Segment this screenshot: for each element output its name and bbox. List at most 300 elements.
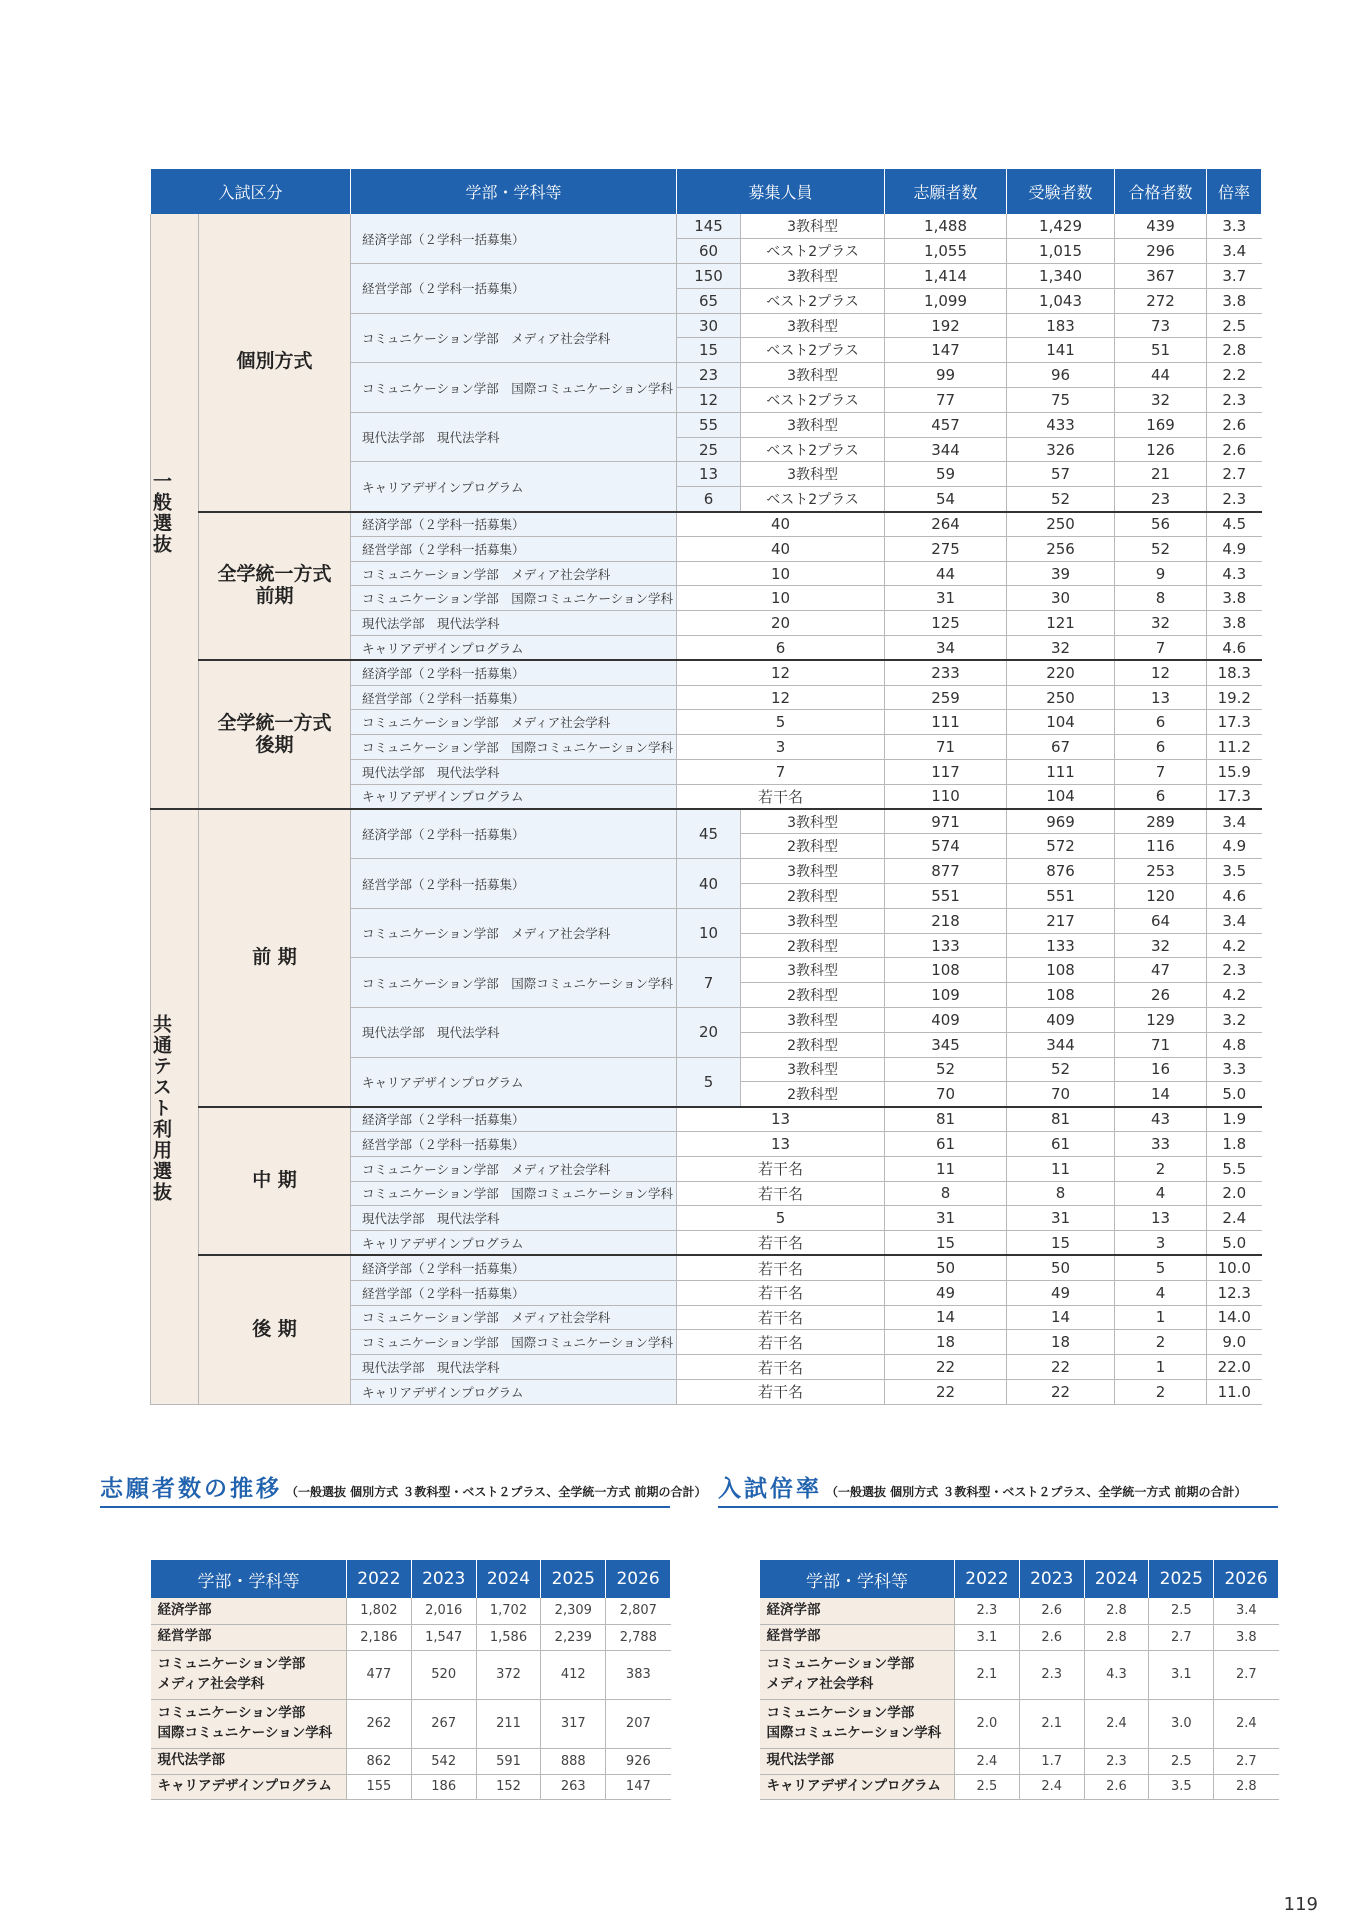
capacity-cell: 5 <box>677 710 885 735</box>
department-cell: 経営学部（２学科一括募集） <box>351 536 677 561</box>
ratio-header-year: 2022 <box>955 1560 1020 1598</box>
passed-cell: 5 <box>1115 1255 1207 1280</box>
ratio-cell: 2.6 <box>1207 412 1262 437</box>
ratio-value-cell: 2.5 <box>955 1774 1020 1799</box>
applicants-cell: 61 <box>885 1131 1007 1156</box>
applicants-cell: 14 <box>885 1305 1007 1330</box>
ratio-cell: 2.3 <box>1207 958 1262 983</box>
applicants-cell: 77 <box>885 388 1007 413</box>
ratio-cell: 22.0 <box>1207 1355 1262 1380</box>
department-cell: 経済学部（２学科一括募集） <box>351 1255 677 1280</box>
applicants-cell: 457 <box>885 412 1007 437</box>
applicants-cell: 110 <box>885 784 1007 809</box>
department-cell: キャリアデザインプログラム <box>351 636 677 661</box>
passed-cell: 126 <box>1115 437 1207 462</box>
examinees-cell: 250 <box>1007 685 1115 710</box>
header-capacity: 募集人員 <box>677 169 885 214</box>
exam-type-cell: ベスト2プラス <box>741 239 885 264</box>
capacity-cell: 若干名 <box>677 1156 885 1181</box>
method-zenki: 前 期 <box>199 809 351 1107</box>
capacity-cell: 40 <box>677 536 885 561</box>
applicants-cell: 275 <box>885 536 1007 561</box>
passed-cell: 367 <box>1115 264 1207 289</box>
ratio-cell: 3.4 <box>1207 239 1262 264</box>
method-kouki: 後 期 <box>199 1255 351 1404</box>
applicants-value-cell: 2,807 <box>606 1598 671 1624</box>
passed-cell: 9 <box>1115 561 1207 586</box>
exam-type-cell: 2教科型 <box>741 933 885 958</box>
department-cell: コミュニケーション学部 国際コミュニケーション学科 <box>351 1181 677 1206</box>
passed-cell: 289 <box>1115 809 1207 834</box>
applicants-cell: 50 <box>885 1255 1007 1280</box>
applicants-value-cell: 186 <box>411 1774 476 1799</box>
ratio-cell: 17.3 <box>1207 710 1262 735</box>
passed-cell: 4 <box>1115 1280 1207 1305</box>
department-cell: コミュニケーション学部 メディア社会学科 <box>351 561 677 586</box>
table-row <box>151 660 1262 685</box>
applicants-cell: 218 <box>885 908 1007 933</box>
header-ratio: 倍率 <box>1207 169 1262 214</box>
passed-cell: 120 <box>1115 884 1207 909</box>
capacity-cell: 12 <box>677 685 885 710</box>
exam-type-cell: ベスト2プラス <box>741 388 885 413</box>
ratio-cell: 5.0 <box>1207 1082 1262 1107</box>
examinees-cell: 30 <box>1007 586 1115 611</box>
department-cell: コミュニケーション学部 メディア社会学科 <box>351 1305 677 1330</box>
applicants-cell: 8 <box>885 1181 1007 1206</box>
ratio-cell: 4.6 <box>1207 884 1262 909</box>
examinees-cell: 15 <box>1007 1231 1115 1256</box>
applicants-cell: 111 <box>885 710 1007 735</box>
applicants-value-cell: 263 <box>541 1774 606 1799</box>
ratio-value-cell: 2.1 <box>955 1650 1020 1699</box>
examinees-cell: 969 <box>1007 809 1115 834</box>
applicants-section-title: 志願者数の推移 （一般選抜 個別方式 ３教科型・ベスト２プラス、全学統一方式 前期の合計） <box>100 1476 707 1502</box>
examinees-cell: 49 <box>1007 1280 1115 1305</box>
examinees-cell: 61 <box>1007 1131 1115 1156</box>
examinees-cell: 1,429 <box>1007 214 1115 239</box>
applicants-header-year: 2025 <box>541 1560 606 1598</box>
applicants-header-year: 2024 <box>476 1560 541 1598</box>
applicants-value-cell: 1,586 <box>476 1624 541 1650</box>
ratio-cell: 17.3 <box>1207 784 1262 809</box>
ratio-value-cell: 2.5 <box>1149 1598 1214 1624</box>
examinees-cell: 551 <box>1007 884 1115 909</box>
ratio-cell: 3.4 <box>1207 809 1262 834</box>
capacity-cell: 60 <box>677 239 741 264</box>
ratio-row-label: キャリアデザインプログラム <box>760 1774 955 1799</box>
applicants-value-cell: 211 <box>476 1699 541 1748</box>
ratio-cell: 14.0 <box>1207 1305 1262 1330</box>
examinees-cell: 108 <box>1007 958 1115 983</box>
ratio-value-cell: 2.6 <box>1084 1774 1149 1799</box>
table-body <box>151 214 1262 1404</box>
ratio-cell: 2.6 <box>1207 437 1262 462</box>
capacity-cell: 55 <box>677 412 741 437</box>
ratio-row-label: 経済学部 <box>760 1598 955 1624</box>
table-row <box>151 1598 671 1624</box>
method-zengaku-kouki: 全学統一方式 後期 <box>199 660 351 809</box>
exam-type-cell: 2教科型 <box>741 1082 885 1107</box>
ratio-value-cell: 2.6 <box>1019 1624 1084 1650</box>
ratio-cell: 2.0 <box>1207 1181 1262 1206</box>
applicants-value-cell: 267 <box>411 1699 476 1748</box>
applicants-header-year: 2026 <box>606 1560 671 1598</box>
passed-cell: 6 <box>1115 784 1207 809</box>
applicants-value-cell: 2,016 <box>411 1598 476 1624</box>
capacity-cell: 40 <box>677 512 885 537</box>
capacity-cell: 5 <box>677 1057 741 1107</box>
method-zengaku-zenki: 全学統一方式 前期 <box>199 512 351 661</box>
department-cell: 経済学部（２学科一括募集） <box>351 1107 677 1132</box>
table-row <box>151 1107 1262 1132</box>
capacity-cell: 3 <box>677 735 885 760</box>
applicants-title-underline <box>100 1506 670 1508</box>
examinees-cell: 70 <box>1007 1082 1115 1107</box>
applicants-value-cell: 591 <box>476 1748 541 1774</box>
method-kobetsu: 個別方式 <box>199 214 351 512</box>
capacity-cell: 20 <box>677 1008 741 1058</box>
ratio-cell: 2.8 <box>1207 338 1262 363</box>
capacity-cell: 30 <box>677 313 741 338</box>
capacity-cell: 12 <box>677 660 885 685</box>
department-cell: 経済学部（２学科一括募集） <box>351 809 677 859</box>
table-row <box>151 1748 671 1774</box>
category-general: 一般選抜 <box>151 214 199 809</box>
ratio-cell: 3.8 <box>1207 611 1262 636</box>
ratio-cell: 2.7 <box>1207 462 1262 487</box>
ratio-cell: 12.3 <box>1207 1280 1262 1305</box>
department-cell: 現代法学部 現代法学科 <box>351 412 677 462</box>
ratio-cell: 9.0 <box>1207 1330 1262 1355</box>
capacity-cell: 若干名 <box>677 1181 885 1206</box>
applicants-cell: 59 <box>885 462 1007 487</box>
applicants-cell: 109 <box>885 983 1007 1008</box>
applicants-value-cell: 2,239 <box>541 1624 606 1650</box>
ratio-value-cell: 2.7 <box>1214 1748 1279 1774</box>
passed-cell: 4 <box>1115 1181 1207 1206</box>
ratio-cell: 5.5 <box>1207 1156 1262 1181</box>
ratio-cell: 4.9 <box>1207 834 1262 859</box>
ratio-value-cell: 2.3 <box>1019 1650 1084 1699</box>
header-department: 学部・学科等 <box>351 169 677 214</box>
examinees-cell: 326 <box>1007 437 1115 462</box>
table-row <box>151 1255 1262 1280</box>
passed-cell: 13 <box>1115 685 1207 710</box>
department-cell: 経営学部（２学科一括募集） <box>351 685 677 710</box>
applicants-cell: 147 <box>885 338 1007 363</box>
ratio-value-cell: 3.8 <box>1214 1624 1279 1650</box>
capacity-cell: 5 <box>677 1206 885 1231</box>
examinees-cell: 67 <box>1007 735 1115 760</box>
capacity-cell: 12 <box>677 388 741 413</box>
department-cell: コミュニケーション学部 国際コミュニケーション学科 <box>351 958 677 1008</box>
ratio-cell: 2.3 <box>1207 388 1262 413</box>
applicants-cell: 877 <box>885 859 1007 884</box>
ratio-cell: 2.2 <box>1207 363 1262 388</box>
header-exam-type: 入試区分 <box>151 169 351 214</box>
examinees-cell: 256 <box>1007 536 1115 561</box>
ratio-cell: 3.3 <box>1207 214 1262 239</box>
passed-cell: 21 <box>1115 462 1207 487</box>
capacity-cell: 若干名 <box>677 1330 885 1355</box>
applicants-cell: 34 <box>885 636 1007 661</box>
capacity-cell: 若干名 <box>677 784 885 809</box>
exam-type-cell: 3教科型 <box>741 313 885 338</box>
applicants-value-cell: 207 <box>606 1699 671 1748</box>
ratio-header-year: 2023 <box>1019 1560 1084 1598</box>
passed-cell: 44 <box>1115 363 1207 388</box>
ratio-cell: 1.8 <box>1207 1131 1262 1156</box>
ratio-value-cell: 3.1 <box>955 1624 1020 1650</box>
ratio-header-year: 2025 <box>1149 1560 1214 1598</box>
header-examinees: 受験者数 <box>1007 169 1115 214</box>
header-passed: 合格者数 <box>1115 169 1207 214</box>
category-common: 共通テスト利用選抜 <box>151 809 199 1404</box>
ratio-trend-table <box>759 1560 1279 1800</box>
ratio-section-title: 入試倍率 （一般選抜 個別方式 ３教科型・ベスト２プラス、全学統一方式 前期の合計） <box>718 1476 1247 1502</box>
capacity-cell: 15 <box>677 338 741 363</box>
department-cell: コミュニケーション学部 国際コミュニケーション学科 <box>351 1330 677 1355</box>
capacity-cell: 10 <box>677 586 885 611</box>
header-applicants: 志願者数 <box>885 169 1007 214</box>
passed-cell: 7 <box>1115 760 1207 785</box>
department-cell: 経営学部（２学科一括募集） <box>351 859 677 909</box>
ratio-cell: 2.5 <box>1207 313 1262 338</box>
passed-cell: 14 <box>1115 1082 1207 1107</box>
department-cell: 現代法学部 現代法学科 <box>351 1355 677 1380</box>
exam-type-cell: 3教科型 <box>741 1008 885 1033</box>
ratio-cell: 4.2 <box>1207 983 1262 1008</box>
exam-type-cell: 3教科型 <box>741 412 885 437</box>
ratio-value-cell: 3.4 <box>1214 1598 1279 1624</box>
exam-type-cell: 3教科型 <box>741 859 885 884</box>
ratio-value-cell: 2.4 <box>955 1748 1020 1774</box>
ratio-cell: 4.3 <box>1207 561 1262 586</box>
passed-cell: 116 <box>1115 834 1207 859</box>
ratio-cell: 4.2 <box>1207 933 1262 958</box>
passed-cell: 253 <box>1115 859 1207 884</box>
ratio-value-cell: 2.3 <box>955 1598 1020 1624</box>
department-cell: 経済学部（２学科一括募集） <box>351 660 677 685</box>
capacity-cell: 145 <box>677 214 741 239</box>
applicants-cell: 409 <box>885 1008 1007 1033</box>
ratio-cell: 3.8 <box>1207 586 1262 611</box>
applicants-value-cell: 520 <box>411 1650 476 1699</box>
exam-type-cell: 3教科型 <box>741 809 885 834</box>
ratio-cell: 1.9 <box>1207 1107 1262 1132</box>
exam-type-cell: 2教科型 <box>741 1032 885 1057</box>
passed-cell: 23 <box>1115 487 1207 512</box>
examinees-cell: 52 <box>1007 487 1115 512</box>
exam-type-cell: 3教科型 <box>741 462 885 487</box>
examinees-cell: 104 <box>1007 784 1115 809</box>
examinees-cell: 108 <box>1007 983 1115 1008</box>
passed-cell: 439 <box>1115 214 1207 239</box>
examinees-cell: 96 <box>1007 363 1115 388</box>
department-cell: 経済学部（２学科一括募集） <box>351 214 677 264</box>
applicants-trend-table <box>150 1560 671 1800</box>
passed-cell: 13 <box>1115 1206 1207 1231</box>
capacity-cell: 10 <box>677 908 741 958</box>
ratio-value-cell: 2.4 <box>1214 1699 1279 1748</box>
table-row <box>760 1699 1279 1748</box>
capacity-cell: 若干名 <box>677 1355 885 1380</box>
examinees-cell: 18 <box>1007 1330 1115 1355</box>
ratio-header-row <box>760 1560 1279 1598</box>
examinees-cell: 433 <box>1007 412 1115 437</box>
examinees-cell: 57 <box>1007 462 1115 487</box>
applicants-cell: 264 <box>885 512 1007 537</box>
applicants-value-cell: 2,186 <box>347 1624 412 1650</box>
examinees-cell: 121 <box>1007 611 1115 636</box>
applicants-cell: 44 <box>885 561 1007 586</box>
passed-cell: 129 <box>1115 1008 1207 1033</box>
passed-cell: 8 <box>1115 586 1207 611</box>
applicants-cell: 344 <box>885 437 1007 462</box>
admission-results-table <box>150 169 1262 1405</box>
applicants-cell: 192 <box>885 313 1007 338</box>
applicants-cell: 54 <box>885 487 1007 512</box>
table-row <box>760 1598 1279 1624</box>
ratio-value-cell: 2.0 <box>955 1699 1020 1748</box>
applicants-cell: 52 <box>885 1057 1007 1082</box>
applicants-cell: 1,488 <box>885 214 1007 239</box>
department-cell: 経済学部（２学科一括募集） <box>351 512 677 537</box>
table-header-row <box>151 169 1262 214</box>
ratio-cell: 3.5 <box>1207 859 1262 884</box>
applicants-header-row <box>151 1560 671 1598</box>
exam-type-cell: 3教科型 <box>741 958 885 983</box>
ratio-row-label: コミュニケーション学部 国際コミュニケーション学科 <box>760 1699 955 1748</box>
passed-cell: 64 <box>1115 908 1207 933</box>
table-row <box>151 1699 671 1748</box>
ratio-value-cell: 4.3 <box>1084 1650 1149 1699</box>
passed-cell: 7 <box>1115 636 1207 661</box>
ratio-value-cell: 2.4 <box>1084 1699 1149 1748</box>
examinees-cell: 14 <box>1007 1305 1115 1330</box>
examinees-cell: 31 <box>1007 1206 1115 1231</box>
applicants-value-cell: 317 <box>541 1699 606 1748</box>
passed-cell: 32 <box>1115 611 1207 636</box>
capacity-cell: 若干名 <box>677 1255 885 1280</box>
department-cell: コミュニケーション学部 国際コミュニケーション学科 <box>351 735 677 760</box>
applicants-value-cell: 542 <box>411 1748 476 1774</box>
applicants-value-cell: 147 <box>606 1774 671 1799</box>
department-cell: 現代法学部 現代法学科 <box>351 611 677 636</box>
ratio-value-cell: 2.1 <box>1019 1699 1084 1748</box>
ratio-header-year: 2024 <box>1084 1560 1149 1598</box>
table-row <box>760 1748 1279 1774</box>
passed-cell: 16 <box>1115 1057 1207 1082</box>
passed-cell: 47 <box>1115 958 1207 983</box>
applicants-cell: 1,414 <box>885 264 1007 289</box>
ratio-cell: 3.2 <box>1207 1008 1262 1033</box>
capacity-cell: 若干名 <box>677 1379 885 1404</box>
ratio-cell: 4.9 <box>1207 536 1262 561</box>
ratio-row-label: 経営学部 <box>760 1624 955 1650</box>
ratio-value-cell: 2.8 <box>1214 1774 1279 1799</box>
department-cell: キャリアデザインプログラム <box>351 1057 677 1107</box>
capacity-cell: 40 <box>677 859 741 909</box>
department-cell: キャリアデザインプログラム <box>351 784 677 809</box>
ratio-row-label: 現代法学部 <box>760 1748 955 1774</box>
applicants-cell: 31 <box>885 1206 1007 1231</box>
capacity-cell: 若干名 <box>677 1231 885 1256</box>
ratio-cell: 4.6 <box>1207 636 1262 661</box>
applicants-value-cell: 152 <box>476 1774 541 1799</box>
examinees-cell: 11 <box>1007 1156 1115 1181</box>
ratio-cell: 11.0 <box>1207 1379 1262 1404</box>
examinees-cell: 104 <box>1007 710 1115 735</box>
passed-cell: 32 <box>1115 388 1207 413</box>
applicants-header-year: 2023 <box>411 1560 476 1598</box>
examinees-cell: 572 <box>1007 834 1115 859</box>
capacity-cell: 65 <box>677 288 741 313</box>
examinees-cell: 220 <box>1007 660 1115 685</box>
exam-type-cell: 3教科型 <box>741 1057 885 1082</box>
ratio-value-cell: 1.7 <box>1019 1748 1084 1774</box>
applicants-header-year: 2022 <box>347 1560 412 1598</box>
examinees-cell: 217 <box>1007 908 1115 933</box>
ratio-cell: 19.2 <box>1207 685 1262 710</box>
exam-type-cell: 2教科型 <box>741 834 885 859</box>
applicants-value-cell: 888 <box>541 1748 606 1774</box>
exam-type-cell: ベスト2プラス <box>741 338 885 363</box>
table-row <box>151 214 1262 239</box>
capacity-cell: 23 <box>677 363 741 388</box>
examinees-cell: 52 <box>1007 1057 1115 1082</box>
capacity-cell: 10 <box>677 561 885 586</box>
ratio-value-cell: 2.7 <box>1149 1624 1214 1650</box>
passed-cell: 2 <box>1115 1330 1207 1355</box>
applicants-cell: 1,055 <box>885 239 1007 264</box>
applicants-cell: 99 <box>885 363 1007 388</box>
applicants-cell: 81 <box>885 1107 1007 1132</box>
examinees-cell: 111 <box>1007 760 1115 785</box>
capacity-cell: 13 <box>677 1131 885 1156</box>
ratio-value-cell: 3.1 <box>1149 1650 1214 1699</box>
examinees-cell: 876 <box>1007 859 1115 884</box>
ratio-value-cell: 3.5 <box>1149 1774 1214 1799</box>
passed-cell: 1 <box>1115 1305 1207 1330</box>
department-cell: コミュニケーション学部 メディア社会学科 <box>351 710 677 735</box>
ratio-cell: 3.4 <box>1207 908 1262 933</box>
capacity-cell: 7 <box>677 958 741 1008</box>
ratio-cell: 3.7 <box>1207 264 1262 289</box>
examinees-cell: 8 <box>1007 1181 1115 1206</box>
applicants-cell: 71 <box>885 735 1007 760</box>
applicants-cell: 1,099 <box>885 288 1007 313</box>
passed-cell: 26 <box>1115 983 1207 1008</box>
examinees-cell: 183 <box>1007 313 1115 338</box>
applicants-cell: 11 <box>885 1156 1007 1181</box>
passed-cell: 296 <box>1115 239 1207 264</box>
passed-cell: 43 <box>1115 1107 1207 1132</box>
table-row <box>151 1624 671 1650</box>
capacity-cell: 6 <box>677 487 741 512</box>
ratio-cell: 3.8 <box>1207 288 1262 313</box>
ratio-cell: 4.8 <box>1207 1032 1262 1057</box>
examinees-cell: 32 <box>1007 636 1115 661</box>
ratio-value-cell: 2.6 <box>1019 1598 1084 1624</box>
applicants-value-cell: 2,309 <box>541 1598 606 1624</box>
passed-cell: 32 <box>1115 933 1207 958</box>
examinees-cell: 39 <box>1007 561 1115 586</box>
department-cell: 現代法学部 現代法学科 <box>351 1008 677 1058</box>
ratio-value-cell: 3.0 <box>1149 1699 1214 1748</box>
examinees-cell: 22 <box>1007 1355 1115 1380</box>
